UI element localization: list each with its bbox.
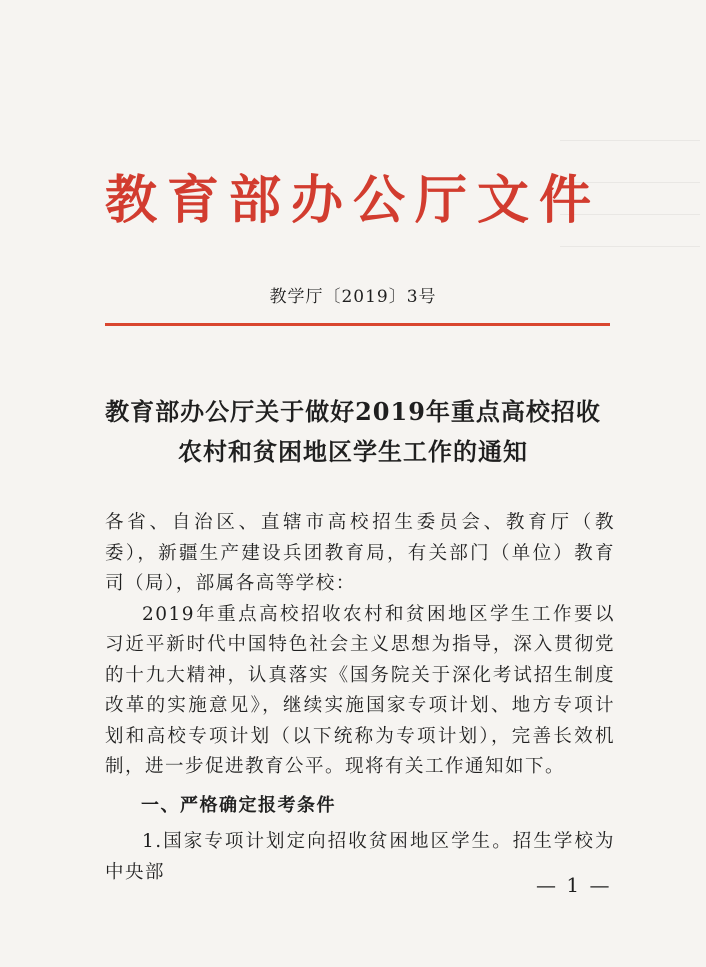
body-paragraph-item: 1.国家专项计划定向招收贫困地区学生。招生学校为中央部 [105, 831, 615, 883]
body-paragraph: 2019年重点高校招收农村和贫困地区学生工作要以习近平新时代中国特色社会主义思想为指导，深入贯彻党的十九大精神，认真落实《国务院关于深化考试招生制度改革的实施意见》，继续实施国家专项计划、地方专项计划和高校专项计划（以下统称为专项计划），完善长效机制，进一步促进教育公平。现将有关工作通知如下。 [105, 603, 615, 777]
bleed-through-mark [560, 246, 700, 247]
document-number: 教学厅〔2019〕3号 [269, 287, 437, 307]
notice-title-line-1: 教育部办公厅关于做好2019年重点高校招收 [105, 397, 601, 426]
red-divider-line [105, 323, 610, 326]
document-body [105, 508, 615, 888]
notice-title-line-2: 农村和贫困地区学生工作的通知 [178, 437, 528, 466]
bleed-through-mark [560, 140, 700, 141]
addressees: 各省、自治区、直辖市高校招生委员会、教育厅（教委），新疆生产建设兵团教育局，有关部门（单位）教育司（局），部属各高等学校： [105, 512, 615, 594]
agency-header-title: 教育部办公厅文件 [104, 170, 601, 231]
section-heading: 一、严格确定报考条件 [141, 794, 336, 816]
page-number: — 1 — [536, 873, 612, 897]
